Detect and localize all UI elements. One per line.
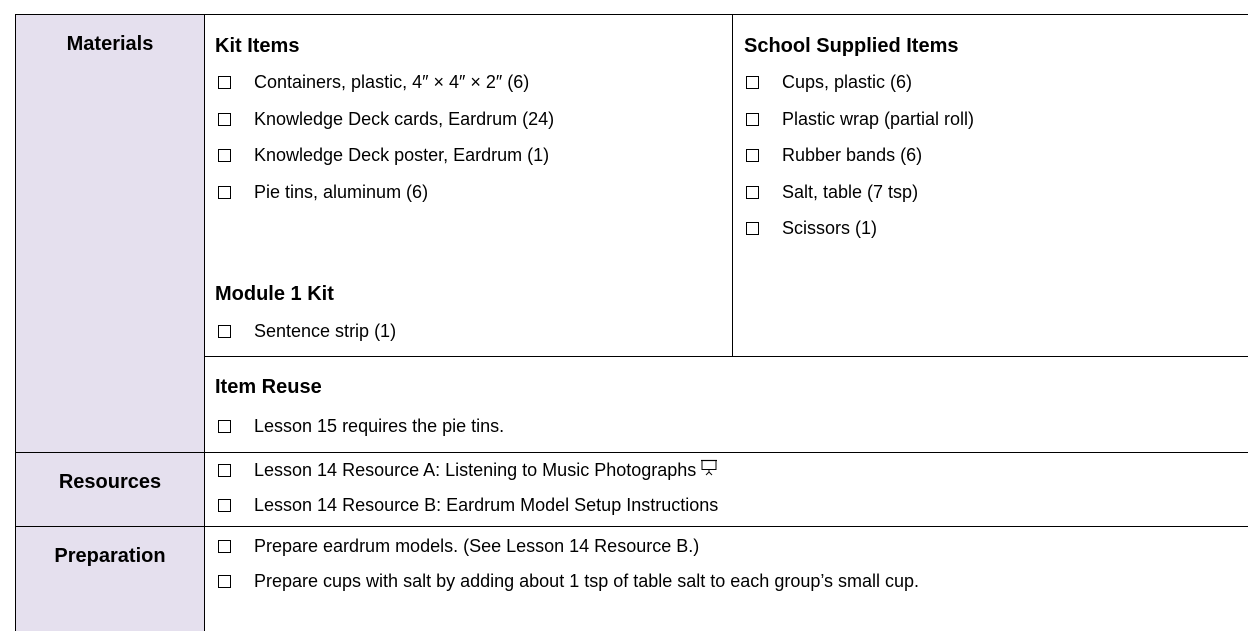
resource-item-label: Lesson 14 Resource A: Listening to Music Photographs (254, 460, 697, 480)
school-item-label: Plastic wrap (partial roll) (782, 109, 975, 129)
item-reuse-item (218, 412, 504, 440)
checkbox[interactable] (746, 149, 759, 162)
preparation-label-cell (15, 526, 205, 631)
checkbox[interactable] (746, 186, 759, 199)
preparation-item-label: Prepare eardrum models. (See Lesson 14 Resource B.) (254, 536, 700, 556)
resources-label-cell (15, 452, 205, 526)
table-top-border (15, 14, 1248, 15)
checkbox[interactable] (218, 464, 231, 477)
checkbox[interactable] (218, 540, 231, 553)
row-divider-materials-inner (205, 356, 1248, 357)
kit-item-label: Knowledge Deck cards, Eardrum (24) (254, 109, 555, 129)
module-kit-heading: Module 1 Kit (215, 283, 334, 305)
checkbox[interactable] (218, 499, 231, 512)
resource-item (218, 456, 717, 484)
preparation-item-label: Prepare cups with salt by adding about 1 tsp of table salt to each group’s small cup. (254, 571, 920, 591)
projector-icon (701, 459, 717, 481)
school-item-label: Rubber bands (6) (782, 145, 923, 165)
kit-item-label: Containers, plastic, 4″ × 4″ × 2″ (6) (254, 72, 530, 92)
checkbox[interactable] (218, 113, 231, 126)
checkbox[interactable] (218, 186, 231, 199)
module-kit-item-label: Sentence strip (1) (254, 321, 397, 341)
row-divider-preparation (15, 526, 1248, 527)
column-divider-kit-school (732, 14, 733, 356)
checkbox[interactable] (746, 76, 759, 89)
resource-item-label: Lesson 14 Resource B: Eardrum Model Setup Instructions (254, 495, 719, 515)
preparation-item (218, 567, 919, 595)
kit-item-label: Knowledge Deck poster, Eardrum (1) (254, 145, 550, 165)
resource-item (218, 491, 718, 519)
kit-item (218, 105, 554, 133)
materials-table (15, 14, 1248, 631)
school-item (746, 214, 877, 242)
row-divider-resources (15, 452, 1248, 453)
checkbox[interactable] (746, 113, 759, 126)
school-items-heading: School Supplied Items (744, 35, 959, 57)
kit-item (218, 68, 529, 96)
checkbox[interactable] (746, 222, 759, 235)
checkbox[interactable] (218, 149, 231, 162)
school-item-label: Salt, table (7 tsp) (782, 182, 919, 202)
school-item-label: Scissors (1) (782, 218, 878, 238)
preparation-item (218, 532, 699, 560)
preparation-label: Preparation (54, 545, 166, 567)
resources-label: Resources (58, 471, 162, 493)
checkbox[interactable] (218, 76, 231, 89)
school-item (746, 68, 912, 96)
materials-label-cell (15, 14, 205, 452)
school-item (746, 178, 918, 206)
checkbox[interactable] (218, 420, 231, 433)
kit-item (218, 141, 549, 169)
school-item (746, 141, 922, 169)
materials-label: Materials (66, 33, 154, 55)
kit-item (218, 178, 428, 206)
checkbox[interactable] (218, 575, 231, 588)
checkbox[interactable] (218, 325, 231, 338)
item-reuse-heading: Item Reuse (215, 376, 322, 398)
item-reuse-label: Lesson 15 requires the pie tins. (254, 416, 505, 436)
kit-item-label: Pie tins, aluminum (6) (254, 182, 429, 202)
school-item (746, 105, 974, 133)
kit-items-heading: Kit Items (215, 35, 300, 57)
module-kit-item (218, 317, 396, 345)
school-item-label: Cups, plastic (6) (782, 72, 913, 92)
